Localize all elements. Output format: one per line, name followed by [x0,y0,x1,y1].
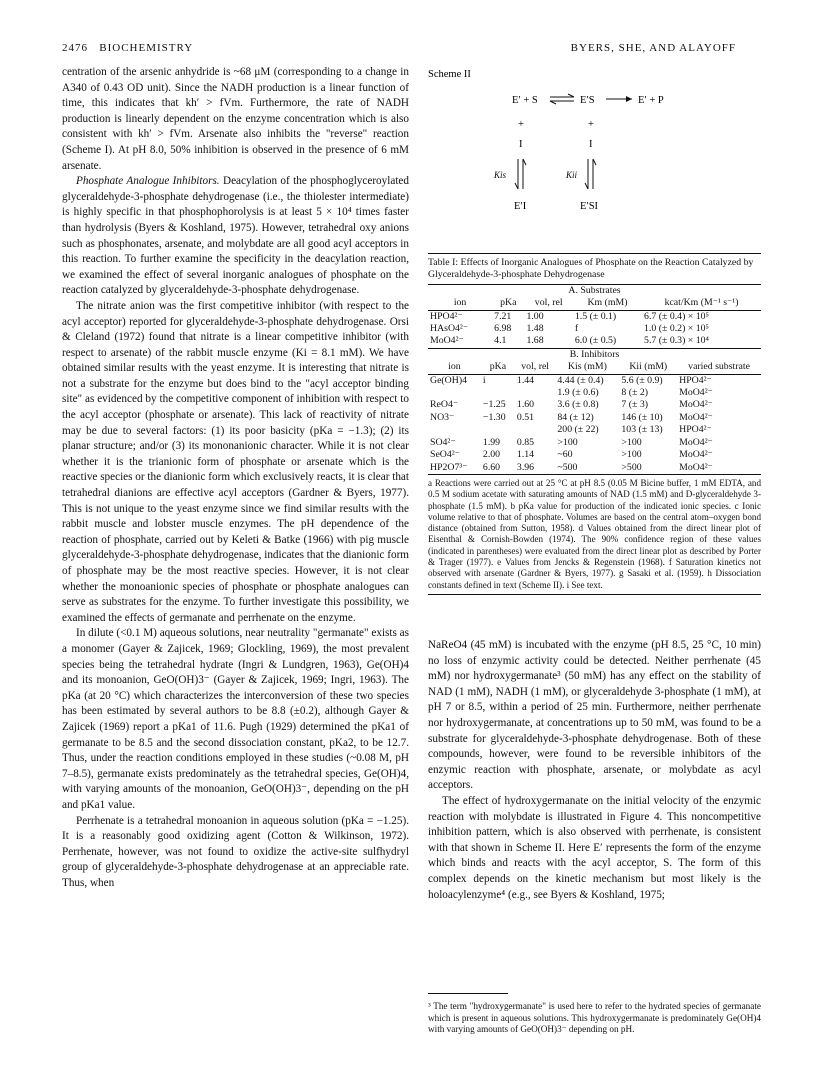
column-header: Km (mM) [587,297,628,309]
paragraph-text: Deacylation of the phosphoglyceroylated glyceraldehyde-3-phosphate dehydrogenase (i.e., the thiolester intermediate) is highly specific in that phosphophorolysis is at least 5 × 10⁴ times faster than hydrolysis (Byers & Koshland, 1975). However, tetrahedral oxy anions such as phosphonates, arsenate, and molybdate are all good acyl acceptors in this reaction. To further examine the specificity in the deacylation reaction, we examined the effect of several inorganic analogues of phosphate on the reaction catalyzed by glyceraldehyde-3-phosphate dehydrogenase. [62,175,409,297]
table-row [428,462,761,474]
vertical-equilibrium-right [585,159,596,189]
table-row [428,437,761,449]
table-cell: MoO4²⁻ [679,411,713,423]
table-row [428,374,761,387]
table-cell: 7 (± 3) [621,399,648,411]
table-cell [428,387,481,399]
paragraph: The nitrate anion was the first competitive inhibitor (with respect to the acyl acceptor) reported for glyceraldehyde-3-phosphate dehydrogenase. Orsi & Cleland (1972) found that nitrate is a linear competitive inhibitor (with respect to arsenate) of the rabbit muscle enzyme (Ki = 8.1 mM). We have obtained similar results with the yeast enzyme. It is interesting that nitrate is not a substrate for the enzyme but does bind to the "acyl acceptor binding site" as evidenced by the competitive component of inhibition with respect to the acyl acceptor (phosphate or arsenate). This lack of reactivity of nitrate may be due to several factors: (1) its poor basicity (pKa = −1.3); (2) its planar structure; and/or (3) its mononanionic character. While it is not clear whether it is the trianionic form of phosphate or arsenate which is the reactive species or the dianionic form which exclusively reacts, it is clear that tetrahedral dianions are effective acyl acceptors (Gardner & Byers, 1977). This is not unique to the yeast enzyme since we find similar results with the rabbit muscle and lobster muscle enzymes. The pH dependence of the reaction of phosphate, carried out by Keleti & Batke (1966) with pig muscle glyceraldehyde-3-phosphate dehydrogenase, indicates that the dianionic form of phosphate may be the most reactive species. However, it is not clear whether the monoanionic species of phosphate or phosphate analogues can serve as substrates for the enzyme. To further investigate this possibility, we examined the effects of germanate and perrhenate on the enzyme. [62,299,409,624]
table-cell: 1.60 [516,399,535,411]
table-cell: 3.6 (± 0.8) [557,399,599,411]
table-cell [481,387,515,399]
table-cell: ~500 [557,461,578,473]
table-cell: 6.98 [494,323,512,335]
inhibitor-label: I [589,139,593,150]
kis-label: Kis [494,170,507,180]
section-label: B. Inhibitors [569,348,620,360]
table-cell: MoO4²⁻ [679,461,713,473]
table-cell: MoO4²⁻ [679,449,713,461]
table-row [428,424,761,436]
paragraph: The effect of hydroxygermanate on the initial velocity of the enzymic reaction with molybdate is illustrated in Figure 4. This noncompetitive inhibition pattern, which is also observed with perrhenate, is consistent with that shown in Scheme II. Here E′ represents the form of the enzyme which binds and reacts with the acyl acceptor, S. The form of this complex depends on the kinetic mechanism but most likely is the holoacylenzyme⁴ (e.g., see Byers & Koshland, 1975; [428,794,761,901]
table-footnote: a Reactions were carried out at 25 °C at pH 8.5 (0.05 M Bicine buffer, 1 mM EDTA, and 0.5 M sodium acetate with saturating amounts of NAD (1.5 mM) and D-glyceraldehyde 3-phosphate (1.5 mM). b pKa value for production of the indicated ionic species. c Ionic volume relative to that of phosphate. Volumes are based on the central atom–oxygen bond distance (obtained from Sutton, 1958). d Values obtained from the direct linear plot of Eisenthal & Cornish-Bowden (1974). The 90% confidence region of these values (indicated in parentheses) were evaluated from the direct linear plot as described by Porter & Trager (1977). e Values from Jencks & Regenstein (1968). f Saturation kinetics not observed with arsenate (Gardner & Byers, 1977). g Sasaki et al. (1959). h Dissociation constants defined in text (Scheme II). i See text. [428,477,761,590]
running-header-authors: BYERS, SHE, AND ALAYOFF [570,42,736,54]
column-header: pKa [489,361,507,373]
table-cell: 1.68 [526,335,544,347]
table-cell: HPO4²⁻ [679,374,712,386]
table-cell: 6.0 (± 0.5) [574,335,617,347]
table-cell: i [482,374,486,386]
section-heading: Phosphate Analogue Inhibitors. [76,175,220,188]
table-substrates [428,284,761,348]
table-title: Table I: Effects of Inorganic Analogues of Phosphate on the Reaction Catalyzed by Glyceraldehyde-3-phosphate Dehydrogenase [428,257,754,281]
table-cell: 1.9 (± 0.6) [557,387,599,399]
table-cell: −1.30 [482,411,506,423]
table-cell: 0.51 [516,411,535,423]
vertical-equilibrium-left [515,159,526,189]
table-cell: >100 [621,436,642,448]
paragraph: In dilute (<0.1 M) aqueous solutions, near neutrality "germanate" exists as a monomer (Gayer & Zajicek, 1969; Glockling, 1969), the most prevalent species being the tetrahedral hydrate (Ingri & Lundgren, 1963), Ge(OH)4 and its monoanion, GeO(OH)3⁻ (Gayer & Zajicek, 1969; Ingri, 1963). The pKa (at 20 °C) which characterizes the interconversion of these two species has been estimated by several authors to be 8.8 (±0.2), although Gayer & Zajicek (1969) report a pKa1 of 11.6. Pugh (1929) determined the pKa1 of germanate to be 8.5 and the second dissociation constant, pKa2, to be 12.7. Thus, under the reaction conditions employed in these studies (~0.08 M, pH 7–8.5), germanate exists predominately as the tetrahedral species, Ge(OH)4, with varying amounts of the monoanion, GeO(OH)3⁻, depending on the pH and pKa1 value. [62,627,409,811]
scheme-title: Scheme II [428,69,471,80]
column-header: Kii (mM) [629,361,668,373]
table-cell: 103 (± 13) [621,424,663,436]
scheme-ii [428,65,761,250]
column-header: kcat/Km (M⁻¹ s⁻¹) [664,297,739,309]
table-row [428,449,761,461]
table-cell: 84 (± 12) [557,411,594,423]
table-cell [515,387,555,399]
column-header: pKa [500,297,517,309]
column-header: ion [448,361,461,373]
table-cell: NO3⁻ [430,411,455,423]
table-row [428,412,761,424]
table-cell: MoO4²⁻ [679,399,713,411]
column-header: vol, rel [534,297,563,309]
table-cell [428,424,481,436]
table-cell: Ge(OH)4 [430,374,467,386]
table-cell: SO4²⁻ [430,436,456,448]
column-header: ion [453,297,467,309]
table-cell: 4.1 [494,335,507,347]
page-footnote [428,993,761,1036]
right-column [428,638,761,903]
table-cell: >100 [621,449,642,461]
table-cell: 1.00 [526,310,544,322]
table-cell: >100 [557,436,578,448]
table-cell: 1.99 [482,436,501,448]
table-cell: 7.21 [494,310,512,322]
paragraph: centration of the arsenic anhydride is ~68 μM (corresponding to a change in A340 of 0.43 OD unit). Since the NADH production is a linear function of time, this indicates that kh′ > fVm. Furthermore, the rate of NADH production is linearly dependent on the enzyme concentration which is also consistent with kh′ > fVm. Arsenate also inhibits the "reverse" reaction (Scheme I). At pH 8.0, 50% inhibition is observed in the presence of 6 mM arsenate. [62,66,409,172]
table-cell: ~60 [557,449,573,461]
table-cell: HAsO4²⁻ [430,323,469,335]
paragraph: NaReO4 (45 mM) is incubated with the enzyme (pH 8.5, 25 °C, 10 min) no loss of enzymic activity could be detected. Neither perrhenate (45 mM) nor hydroxygermanate³ (50 mM) has any effect on the stability of NAD (1 mM), NADH (1 mM), or glyceraldehyde 3-phosphate (1 mM), at pH 7 or 8.5, within a period of 25 min. Furthermore, neither perrhenate nor hydroxygermanate, at concentrations up to 50 mM, was found to be a substrate for glyceraldehyde-3-phosphate dehydrogenase. Both of these compounds, however, were found to be reversible inhibitors of the enzymic reaction with phosphate, arsenate, or molybdate as acyl acceptors. [428,639,761,792]
scheme-species-product: E′ + P [638,95,664,106]
table-cell: 1.48 [526,323,544,335]
table-cell: 4.44 (± 0.4) [557,374,604,386]
table-cell: MoO4²⁻ [679,436,713,448]
table-cell: f [574,323,579,335]
table-cell: ReO4⁻ [430,399,459,411]
table-cell: HPO4²⁻ [679,424,712,436]
paragraph: Perrhenate is a tetrahedral monoanion in aqueous solution (pKa = −1.25). It is a reasonably good oxidizing agent (Cotton & Wilkinson, 1972). Perrhenate, however, was not found to oxidize the active-site sulfhydryl group of glyceraldehyde-3-phosphate dehydrogenase at an appreciable rate. Thus, when [62,814,409,889]
table-cell: >500 [621,461,642,473]
journal-name: BIOCHEMISTRY [99,42,194,54]
equilibrium-arrow [550,94,574,104]
table-cell: 1.44 [516,374,535,386]
table-cell: MoO4²⁻ [679,387,713,399]
table-cell: 1.0 (± 0.2) × 10⁵ [644,323,709,335]
table-cell: 5.7 (± 0.3) × 10⁴ [644,335,709,347]
table-inhibitors [428,348,761,474]
plus-sign: + [518,119,524,130]
table-cell: −1.25 [482,399,506,411]
table-cell [481,424,515,436]
table-cell: SeO4²⁻ [430,449,460,461]
scheme-species-es: E′S [580,95,595,106]
table-row [428,399,761,411]
table-cell: MoO4²⁻ [430,335,464,347]
table-cell: 6.7 (± 0.4) × 10⁵ [644,310,709,322]
table-cell: 1.14 [516,449,535,461]
scheme-species-esi: E′SI [580,201,599,212]
table-cell: HP2O7³⁻ [430,461,468,473]
left-column [62,65,409,891]
table-i [428,253,761,595]
table-cell: 1.5 (± 0.1) [574,310,617,322]
table-cell: 146 (± 10) [621,411,663,423]
column-header: vol, rel [521,361,550,373]
table-cell [515,424,555,436]
table-row [428,387,761,399]
footnote-text: ³ The term "hydroxygermanate" is used here to refer to the hydrated species of germanate which is present in aqueous solutions. This hydroxygermanate is predominately Ge(OH)4 with varying amounts of GeO(OH)3⁻ depending on pH. [428,1001,761,1034]
table-row [428,310,761,323]
scheme-species-left: E′ + S [512,95,538,106]
running-header-left [62,42,193,54]
footnote-rule [428,993,508,994]
column-header: Kis (mM) [567,361,607,373]
table-cell: 0.85 [516,436,535,448]
table-cell: 2.00 [482,449,501,461]
column-header: varied substrate [688,361,750,373]
table-cell: 200 (± 22) [557,424,599,436]
scheme-species-ei: E′I [514,201,527,212]
scheme-diagram [428,65,761,250]
table-cell: 6.60 [482,461,501,473]
plus-sign: + [588,119,594,130]
section-label: A. Substrates [568,284,621,296]
table-cell: HPO4²⁻ [430,310,463,322]
forward-arrow [606,96,632,102]
kii-label: Kii [566,170,578,180]
paragraph [62,174,409,299]
table-cell: 3.96 [516,461,535,473]
page-number: 2476 [62,42,88,54]
table-cell: 8 (± 2) [621,387,648,399]
table-row [428,323,761,335]
table-row [428,335,761,347]
inhibitor-label: I [519,139,523,150]
table-cell: 5.6 (± 0.9) [621,374,663,386]
